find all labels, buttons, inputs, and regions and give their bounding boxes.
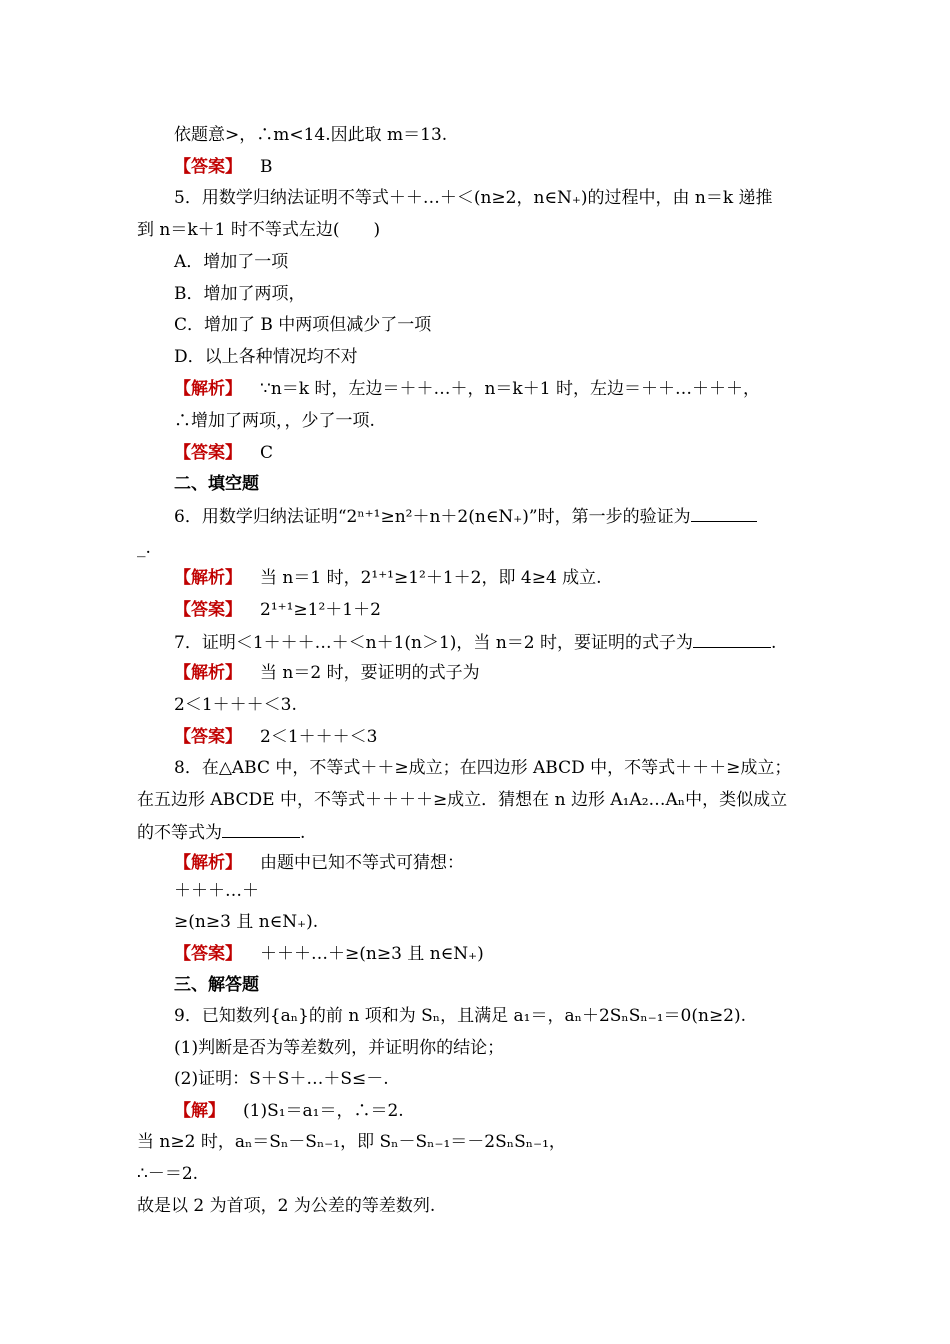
- answer-tag: 【答案】: [174, 443, 242, 463]
- answer-4: 【答案】 B: [174, 157, 273, 177]
- answer-tag: 【答案】: [174, 157, 242, 177]
- section-solutions: 三、解答题: [174, 975, 259, 995]
- analysis-5-cont: ∴增加了两项，，少了一项.: [174, 411, 375, 431]
- solution-9: 【解】 (1)S₁＝a₁＝，∴＝2.: [174, 1101, 404, 1121]
- analysis-8-cont: ＋＋＋…＋: [174, 881, 259, 901]
- answer-8: 【答案】 ＋＋＋…＋≥(n≥3 且 n∈N₊): [174, 944, 484, 964]
- answer-blank: [693, 631, 771, 648]
- solution-9-cont-2: ∴－＝2.: [137, 1164, 199, 1184]
- analysis-8-cont-2: ≥(n≥3 且 n∈N₊).: [174, 912, 319, 932]
- option-a: A．增加了一项: [174, 252, 289, 272]
- question-9: 9．已知数列{aₙ}的前 n 项和为 Sₙ，且满足 a₁＝，aₙ＋2SₙSₙ₋₁＝0(n≥2).: [174, 1006, 747, 1026]
- analysis-7-cont: 2＜1＋＋＋＜3.: [174, 695, 297, 715]
- question-6: 6．用数学归纳法证明“2ⁿ⁺¹≥n²＋n＋2(n∈N₊)”时，第一步的验证为: [174, 505, 864, 528]
- answer-6: 【答案】 2¹⁺¹≥1²＋1＋2: [174, 600, 381, 620]
- answer-7: 【答案】 2＜1＋＋＋＜3: [174, 727, 378, 747]
- analysis-8: 【解析】 由题中已知不等式可猜想：: [174, 853, 464, 873]
- answer-5: 【答案】 C: [174, 443, 274, 463]
- question-9-part-2: (2)证明：S＋S＋…＋S≤－.: [174, 1069, 389, 1089]
- answer-tag: 【答案】: [174, 944, 242, 964]
- option-d: D．以上各种情况均不对: [174, 347, 358, 367]
- answer-blank: [691, 505, 757, 522]
- answer-tag: 【答案】: [174, 727, 242, 747]
- question-6-cont: _.: [137, 538, 151, 558]
- question-8-cont-2: 的不等式为 .: [137, 823, 306, 843]
- analysis-tag: 【解析】: [174, 663, 242, 683]
- analysis-tag: 【解析】: [174, 853, 242, 873]
- solution-9-cont-3: 故是以 2 为首项，2 为公差的等差数列.: [137, 1196, 436, 1216]
- analysis-7: 【解析】 当 n＝2 时，要证明的式子为: [174, 663, 480, 683]
- line-1: 依题意>，∴m<14.因此取 m＝13.: [174, 125, 448, 145]
- question-5: 5．用数学归纳法证明不等式＋＋…＋＜(n≥2，n∈N₊)的过程中，由 n＝k 递推: [174, 188, 773, 208]
- question-5-cont: 到 n＝k＋1 时不等式左边( ): [137, 220, 381, 240]
- question-7: 7．证明＜1＋＋＋…＋＜n＋1(n＞1)，当 n＝2 时，要证明的式子为 .: [174, 633, 777, 653]
- analysis-6: 【解析】 当 n＝1 时，2¹⁺¹≥1²＋1＋2，即 4≥4 成立.: [174, 568, 602, 588]
- solution-9-cont: 当 n≥2 时，aₙ＝Sₙ－Sₙ₋₁，即 Sₙ－Sₙ₋₁＝－2SₙSₙ₋₁，: [137, 1132, 566, 1152]
- analysis-tag: 【解析】: [174, 568, 242, 588]
- option-c: C．增加了 B 中两项但减少了一项: [174, 315, 432, 335]
- option-b: B．增加了两项，: [174, 284, 306, 304]
- analysis-tag: 【解析】: [174, 379, 242, 399]
- analysis-5: 【解析】 ∵n＝k 时，左边＝＋＋…＋，n＝k＋1 时，左边＝＋＋…＋＋＋，: [174, 379, 760, 399]
- answer-blank: [222, 821, 300, 838]
- question-8: 8．在△ABC 中，不等式＋＋≥成立；在四边形 ABCD 中，不等式＋＋＋≥成立；: [174, 758, 792, 778]
- question-8-cont: 在五边形 ABCDE 中，不等式＋＋＋＋≥成立．猜想在 n 边形 A₁A₂…Aₙ中，类似成立: [137, 790, 788, 810]
- question-9-part-1: (1)判断是否为等差数列，并证明你的结论；: [174, 1038, 505, 1058]
- section-fill-blank: 二、填空题: [174, 474, 259, 494]
- answer-tag: 【答案】: [174, 600, 242, 620]
- solution-tag: 【解】: [174, 1101, 225, 1121]
